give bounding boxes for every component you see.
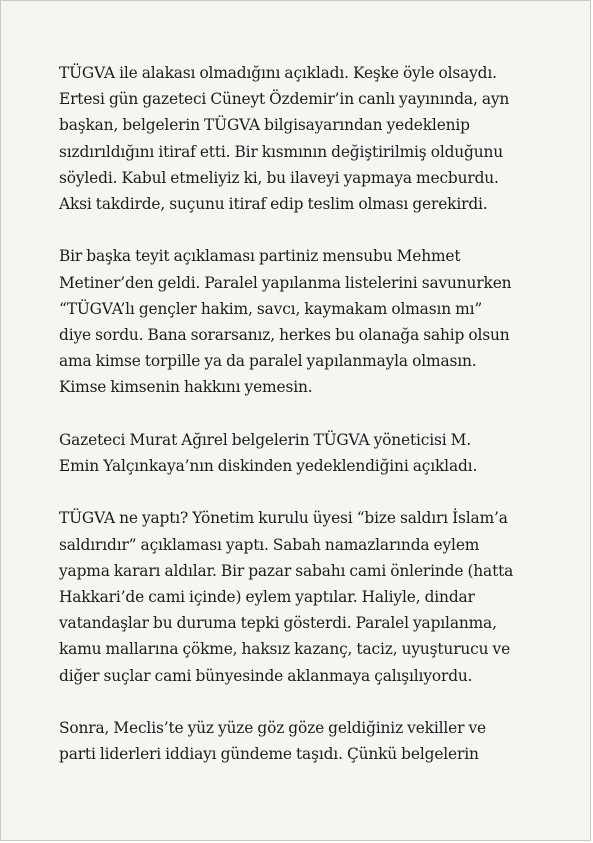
text-line: TÜGVA ne yaptı? Yönetim kurulu üyesi “bize saldırı İslam’a — [59, 509, 508, 528]
text-line: saldırıdır” açıklaması yaptı. Sabah namazlarında eylem — [59, 535, 480, 554]
text-line: Sonra, Meclis’te yüz yüze göz göze geldiğiniz vekiller ve — [59, 719, 486, 738]
document-body — [59, 60, 547, 794]
text-line: Kimse kimsenin hakkını yemesin. — [59, 378, 313, 397]
paragraph-2 — [59, 243, 547, 400]
paragraph-5 — [59, 715, 547, 767]
text-line: ama kimse torpille ya da paralel yapılanmayla olmasın. — [59, 352, 477, 371]
text-line: TÜGVA ile alakası olmadığını açıkladı. Keşke öyle olsaydı. — [59, 64, 497, 82]
text-line: kamu mallarına çökme, haksız kazanç, taciz, uyuşturucu ve — [59, 640, 511, 659]
text-line: başkan, belgelerin TÜGVA bilgisayarından yedeklenip — [59, 116, 470, 135]
text-line: “TÜGVA’lı gençler hakim, savcı, kaymakam olmasın mı” — [59, 299, 483, 318]
paragraph-4 — [59, 505, 547, 688]
text-line: Emin Yalçınkaya’nın diskinden yedeklendiğini açıkladı. — [59, 457, 478, 476]
paragraph-1 — [59, 60, 547, 217]
paragraph-3 — [59, 427, 547, 479]
text-line: parti liderleri iddiayı gündeme taşıdı. Çünkü belgelerin — [59, 745, 479, 764]
text-line: diye sordu. Bana sorarsanız, herkes bu olanağa sahip olsun — [59, 326, 510, 345]
text-line: Aksi takdirde, suçunu itiraf edip teslim olması gerekirdi. — [59, 195, 488, 214]
text-line: Bir başka teyit açıklaması partiniz mensubu Mehmet — [59, 247, 461, 266]
text-line: Gazeteci Murat Ağırel belgelerin TÜGVA yöneticisi M. — [59, 430, 472, 449]
text-line: vatandaşlar bu duruma tepki gösterdi. Paralel yapılanma, — [59, 614, 497, 633]
text-line: Metiner’den geldi. Paralel yapılanma listelerini savunurken — [59, 273, 512, 292]
text-line: sızdırıldığını itiraf etti. Bir kısmının değiştirilmiş olduğunu — [59, 142, 504, 161]
text-line: Hakkari’de cami içinde) eylem yaptılar. Haliyle, dindar — [59, 588, 475, 607]
text-line: Ertesi gün gazeteci Cüneyt Özdemir’in canlı yayınında, ayn — [59, 90, 510, 109]
text-line: diğer suçlar cami bünyesinde aklanmaya çalışılıyordu. — [59, 666, 473, 685]
text-line: söyledi. Kabul etmeliyiz ki, bu ilaveyi yapmaya mecburdu. — [59, 168, 499, 187]
text-line: yapma kararı aldılar. Bir pazar sabahı cami önlerinde (hatta — [59, 561, 514, 580]
